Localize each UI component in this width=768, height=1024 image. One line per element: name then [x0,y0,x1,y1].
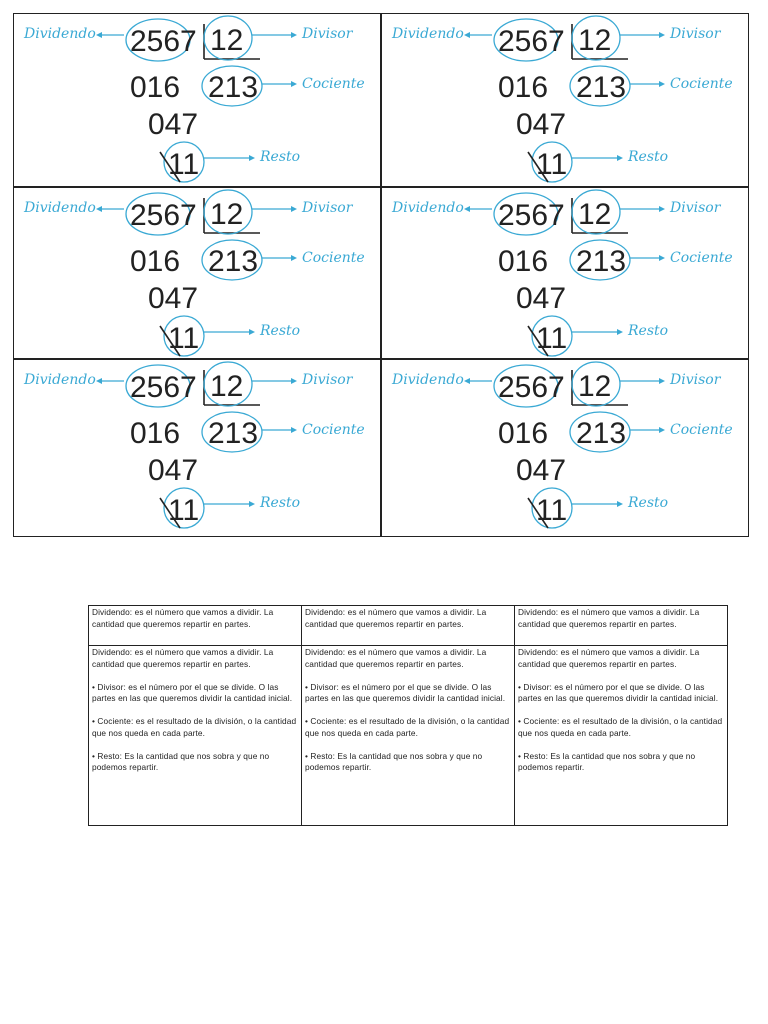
division-diagram [14,14,380,184]
dividend-label: Dividendo [24,200,96,216]
partial-remainder-2: 047 [148,282,199,315]
remainder-label: Resto [628,149,669,165]
arrow-right-icon [204,501,255,507]
arrow-right-icon [252,206,297,212]
remainder-label: Resto [260,323,301,339]
quotient-definition: • Cociente: es el resultado de la división, o la cantidad que nos queda en cada parte. [518,716,723,738]
divisor-number: 12 [210,198,244,231]
remainder-number: 11 [168,494,200,527]
division-card [381,13,749,187]
arrow-right-icon [620,378,665,384]
division-card [13,13,381,187]
divisor-number: 12 [578,24,612,57]
remainder-label: Resto [260,149,301,165]
division-card [13,187,381,359]
arrow-left-icon [96,378,124,384]
division-cards-grid [13,13,749,537]
quotient-definition: • Cociente: es el resultado de la división, o la cantidad que nos queda en cada parte. [92,716,297,738]
division-card [13,359,381,537]
dividend-number: 2567 [130,25,197,58]
quotient-number: 213 [576,245,627,278]
arrow-right-icon [252,378,297,384]
partial-remainder-1: 016 [498,71,549,104]
remainder-label: Resto [260,495,301,511]
dividend-label: Dividendo [392,200,464,216]
quotient-definition: • Cociente: es el resultado de la división, o la cantidad que nos queda en cada parte. [305,716,510,738]
division-diagram [14,360,380,530]
quotient-number: 213 [208,71,259,104]
dividend-number: 2567 [130,199,197,232]
partial-remainder-2: 047 [516,282,567,315]
quotient-label: Cociente [302,422,365,438]
divisor-number: 12 [210,370,244,403]
table-cell [515,646,728,826]
divisor-label: Divisor [302,200,353,216]
arrow-right-icon [262,81,297,87]
division-card [381,359,749,537]
remainder-number: 11 [536,494,568,527]
dividend-definition: Dividendo: es el número que vamos a dividir. La cantidad que queremos repartir en partes. [305,647,487,669]
arrow-right-icon [572,501,623,507]
divisor-label: Divisor [670,26,721,42]
remainder-definition: • Resto: Es la cantidad que nos sobra y que no podemos repartir. [92,750,270,772]
remainder-label: Resto [628,323,669,339]
partial-remainder-2: 047 [148,108,199,141]
partial-remainder-1: 016 [130,417,181,450]
definitions-table [88,605,728,826]
arrow-left-icon [464,32,492,38]
quotient-label: Cociente [670,422,733,438]
partial-remainder-1: 016 [130,71,181,104]
quotient-label: Cociente [302,250,365,266]
quotient-label: Cociente [670,76,733,92]
partial-remainder-2: 047 [516,108,567,141]
division-diagram [14,188,380,358]
table-row [89,606,728,646]
division-diagram [382,188,748,358]
partial-remainder-2: 047 [516,454,567,487]
remainder-label: Resto [628,495,669,511]
remainder-definition: • Resto: Es la cantidad que nos sobra y que no podemos repartir. [305,750,483,772]
arrow-right-icon [620,206,665,212]
divisor-label: Divisor [302,26,353,42]
arrow-left-icon [96,206,124,212]
arrow-left-icon [464,206,492,212]
dividend-definition: Dividendo: es el número que vamos a dividir. La cantidad que queremos repartir en partes. [518,647,700,669]
remainder-definition: • Resto: Es la cantidad que nos sobra y que no podemos repartir. [518,750,696,772]
divisor-label: Divisor [670,200,721,216]
divisor-label: Divisor [302,372,353,388]
table-cell [302,646,515,826]
dividend-definition: Dividendo: es el número que vamos a dividir. La cantidad que queremos repartir en partes. [92,647,274,669]
arrow-right-icon [204,329,255,335]
arrow-right-icon [262,255,297,261]
division-diagram [382,360,748,530]
partial-remainder-1: 016 [130,245,181,278]
remainder-number: 11 [536,148,568,181]
table-cell: Dividendo: es el número que vamos a dividir. La cantidad que queremos repartir en partes. [89,606,302,646]
table-row [89,646,728,826]
arrow-right-icon [620,32,665,38]
remainder-number: 11 [536,322,568,355]
arrow-right-icon [572,329,623,335]
divisor-number: 12 [210,24,244,57]
arrow-right-icon [204,155,255,161]
quotient-number: 213 [576,71,627,104]
dividend-number: 2567 [498,199,565,232]
partial-remainder-2: 047 [148,454,199,487]
remainder-number: 11 [168,322,200,355]
arrow-right-icon [630,255,665,261]
quotient-number: 213 [208,245,259,278]
arrow-left-icon [464,378,492,384]
divisor-definition: • Divisor: es el número por el que se divide. O las partes en las que queremos dividir la cantidad inicial. [518,681,719,703]
division-card [381,187,749,359]
partial-remainder-1: 016 [498,245,549,278]
arrow-right-icon [630,427,665,433]
table-cell: Dividendo: es el número que vamos a dividir. La cantidad que queremos repartir en partes. [515,606,728,646]
dividend-label: Dividendo [392,372,464,388]
dividend-number: 2567 [498,371,565,404]
divisor-definition: • Divisor: es el número por el que se divide. O las partes en las que queremos dividir la cantidad inicial. [92,681,293,703]
arrow-right-icon [572,155,623,161]
quotient-label: Cociente [670,250,733,266]
table-cell [89,646,302,826]
remainder-number: 11 [168,148,200,181]
arrow-right-icon [630,81,665,87]
arrow-left-icon [96,32,124,38]
divisor-label: Divisor [670,372,721,388]
dividend-label: Dividendo [392,26,464,42]
quotient-number: 213 [576,417,627,450]
divisor-definition: • Divisor: es el número por el que se divide. O las partes en las que queremos dividir la cantidad inicial. [305,681,506,703]
dividend-number: 2567 [130,371,197,404]
quotient-label: Cociente [302,76,365,92]
dividend-label: Dividendo [24,372,96,388]
divisor-number: 12 [578,370,612,403]
partial-remainder-1: 016 [498,417,549,450]
arrow-right-icon [262,427,297,433]
dividend-number: 2567 [498,25,565,58]
table-cell: Dividendo: es el número que vamos a dividir. La cantidad que queremos repartir en partes. [302,606,515,646]
divisor-number: 12 [578,198,612,231]
arrow-right-icon [252,32,297,38]
dividend-label: Dividendo [24,26,96,42]
quotient-number: 213 [208,417,259,450]
division-diagram [382,14,748,184]
